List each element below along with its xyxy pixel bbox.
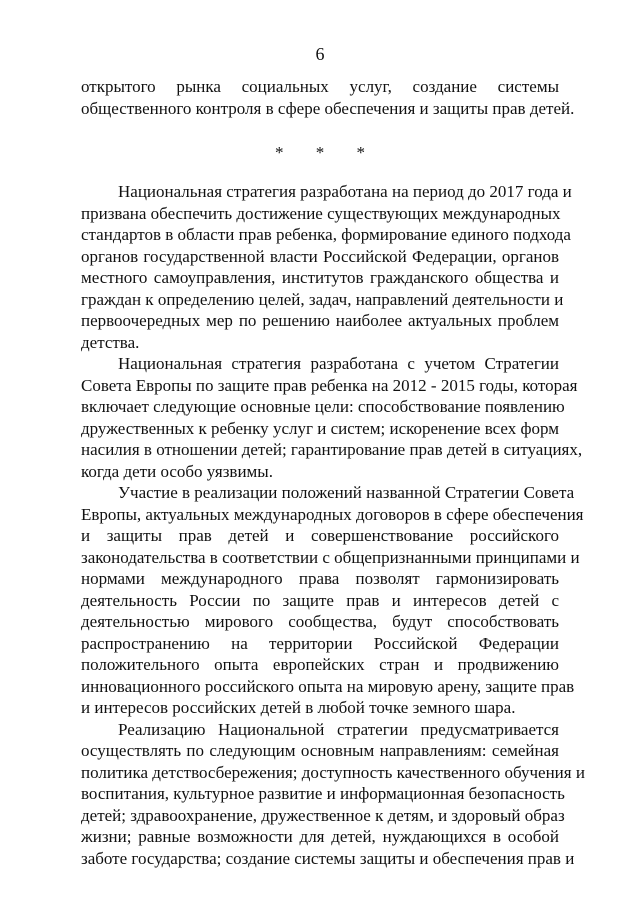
paragraph-council-of-europe: [81, 353, 583, 482]
text-line: насилия в отношении детей; гарантирование прав детей в ситуациях,: [81, 440, 583, 459]
text-line: нормами международного права позволят гармонизировать: [81, 569, 559, 588]
text-line: когда дети особо уязвимы.: [81, 461, 273, 481]
text-line: положительного опыта европейских стран и продвижению: [81, 655, 559, 674]
paragraph-strategy-period: [81, 181, 572, 353]
page-number: 6: [315, 44, 325, 64]
text-line: стандартов в области прав ребенка, формирование единого подхода: [81, 225, 571, 244]
paragraph-implementation: [81, 719, 585, 870]
text-line: воспитания, культурное развитие и информационная безопасность: [81, 784, 565, 803]
text-line: и интересов российских детей в любой точке земного шара.: [81, 698, 516, 717]
text-line: Совета Европы по защите прав ребенка на 2012 - 2015 годы, которая: [81, 375, 578, 395]
text-line: деятельностью мирового сообщества, будут способствовать: [81, 612, 559, 631]
text-line: осуществлять по следующим основным направлениям: семейная: [81, 741, 559, 760]
text-line: заботе государства; создание системы защиты и обеспечения прав и: [81, 848, 575, 868]
text-line: Реализацию Национальной стратегии предусматривается: [118, 719, 559, 739]
text-line: жизни; равные возможности для детей, нуждающихся в особой: [81, 827, 559, 846]
text-line: Национальная стратегия разработана с учетом Стратегии: [118, 354, 559, 373]
text-line: деятельность России по защите прав и интересов детей с: [81, 590, 559, 610]
text-line: и защиты прав детей и совершенствование российского: [81, 526, 559, 545]
text-line: инновационного российского опыта на мировую арену, защите прав: [81, 676, 575, 696]
text-line: органов государственной власти Российской Федерации, органов: [81, 246, 559, 266]
text-line: открытого рынка социальных услуг, создание системы: [81, 77, 559, 96]
text-line: Национальная стратегия разработана на период до 2017 года и: [118, 182, 572, 201]
text-line: законодательства в соответствии с общепризнанными принципами и: [81, 547, 580, 567]
text-line: призвана обеспечить достижение существующих международных: [81, 203, 561, 223]
text-line: включает следующие основные цели: способствование появлению: [81, 397, 565, 416]
paragraph-participation: [81, 482, 584, 719]
text-line: граждан к определению целей, задач, направлений деятельности и: [81, 289, 564, 309]
main-text: [81, 181, 585, 869]
section-separator: * * *: [275, 143, 379, 162]
text-line: детей; здравоохранение, дружественное к детям, и здоровый образ: [81, 805, 565, 825]
text-line: политика детствосбережения; доступность качественного обучения и: [81, 762, 585, 782]
text-line: Европы, актуальных международных договоров в сфере обеспечения: [81, 504, 584, 524]
text-line: первоочередных мер по решению наиболее актуальных проблем: [81, 311, 559, 330]
text-line: дружественных к ребенку услуг и систем; искоренение всех форм: [81, 418, 559, 438]
text-line: распространению на территории Российской Федерации: [81, 633, 559, 653]
text-line: Участие в реализации положений названной Стратегии Совета: [118, 483, 575, 502]
text-line: общественного контроля в сфере обеспечения и защиты прав детей.: [81, 98, 575, 118]
text-line: местного самоуправления, институтов гражданского общества и: [81, 268, 559, 287]
continuation-text: [81, 76, 575, 119]
text-line: детства.: [81, 332, 140, 352]
